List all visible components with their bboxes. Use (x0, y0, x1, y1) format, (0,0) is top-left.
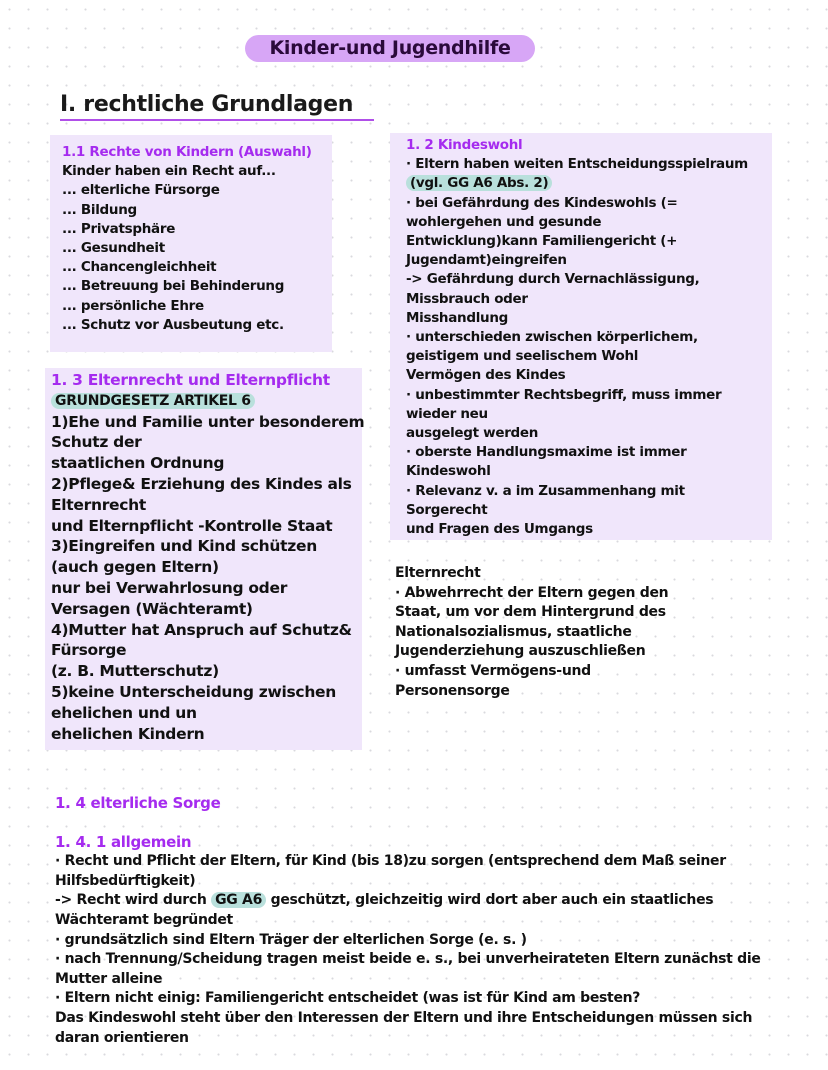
elternrecht-title: 1. 3 Elternrecht und Elternpflicht (51, 371, 330, 389)
text-line: ehelichen Kindern (51, 724, 205, 743)
text-line: Jugendamt)eingreifen (406, 252, 567, 269)
text-line: 1)Ehe und Familie unter besonderem (51, 412, 365, 431)
kindeswohl-box (390, 133, 772, 540)
text-line: Kinder haben ein Recht auf... (62, 163, 276, 180)
text-line: Staat, um vor dem Hintergrund des (395, 604, 666, 621)
text-line: ... Bildung (62, 201, 137, 218)
text-line: · Eltern haben weiten Entscheidungsspielraum (406, 156, 748, 173)
text-line: ... Chancengleichheit (62, 259, 217, 276)
text-line: (auch gegen Eltern) (51, 558, 219, 577)
sorge-subtitle: 1. 4. 1 allgemein (55, 832, 192, 851)
text-line: Schutz der (51, 433, 142, 452)
text-line: nur bei Verwahrlosung oder (51, 578, 288, 597)
elternrecht-notes (395, 564, 668, 701)
page-title: Kinder-und Jugendhilfe (245, 35, 535, 62)
text-line: (z. B. Mutterschutz) (51, 662, 219, 681)
text-segment: -> Recht wird durch (55, 892, 212, 909)
text-line: Nationalsozialismus, staatliche (395, 623, 632, 640)
rights-box (50, 135, 332, 352)
text-line: · bei Gefährdung des Kindeswohls (= (406, 194, 678, 211)
text-line: wieder neu (406, 405, 488, 422)
text-line: ... persönliche Ehre (62, 297, 204, 314)
text-line: Personensorge (395, 682, 510, 699)
text-line: Fürsorge (51, 641, 127, 660)
section-heading: I. rechtliche Grundlagen (60, 92, 374, 121)
sorge-section (55, 794, 761, 1048)
highlight-gg-a6: GG A6 (211, 892, 266, 908)
text-line: geistigem und seelischem Wohl (406, 348, 639, 365)
sorge-title: 1. 4 elterliche Sorge (55, 794, 221, 812)
text-line: staatlichen Ordnung (51, 454, 225, 473)
highlight-reference: (vgl. GG A6 Abs. 2) (406, 175, 552, 191)
text-line: Mutter alleine (55, 970, 163, 987)
elternrecht-box (45, 368, 365, 750)
text-line: · unterschieden zwischen körperlichem, (406, 329, 698, 346)
text-line: · unbestimmter Rechtsbegriff, muss immer (406, 386, 722, 403)
text-line: · oberste Handlungsmaxime ist immer (406, 444, 687, 461)
text-line: ... Schutz vor Ausbeutung etc. (62, 316, 284, 333)
text-line: · Recht und Pflicht der Eltern, für Kind (bis 18)zu sorgen (entsprechend dem Maß seiner (55, 853, 726, 870)
text-line: daran orientieren (55, 1029, 189, 1046)
text-line: ... Gesundheit (62, 240, 165, 257)
text-line: Das Kindeswohl steht über den Interessen der Eltern und ihre Entscheidungen müssen sich (55, 1009, 753, 1026)
text-line: -> Gefährdung durch Vernachlässigung, (406, 271, 700, 288)
text-line: ausgelegt werden (406, 425, 539, 442)
text-line: ... Privatsphäre (62, 220, 176, 237)
text-line: · grundsätzlich sind Eltern Träger der elterlichen Sorge (e. s. ) (55, 931, 527, 948)
text-line: Kindeswohl (406, 463, 491, 480)
sorge-list (55, 911, 761, 1048)
highlight-grundgesetz: GRUNDGESETZ ARTIKEL 6 (51, 393, 255, 409)
text-segment: geschützt, gleichzeitig wird dort aber auch ein staatliches (266, 892, 714, 909)
text-line: Misshandlung (406, 309, 509, 326)
text-line: Versagen (Wächteramt) (51, 599, 253, 618)
text-line: Wächteramt begründet (55, 911, 233, 928)
rights-title: 1.1 Rechte von Kindern (Auswahl) (62, 144, 312, 160)
text-line: und Fragen des Umgangs (406, 521, 593, 538)
text-line: Sorgerecht (406, 501, 488, 518)
kindeswohl-list (406, 194, 772, 540)
text-line: · Eltern nicht einig: Familiengericht entscheidet (was ist für Kind am besten? (55, 990, 641, 1007)
text-line: Jugenderziehung auszuschließen (395, 643, 646, 660)
text-line: ... Betreuung bei Behinderung (62, 278, 285, 295)
grundgesetz-list (51, 412, 365, 745)
kindeswohl-title: 1. 2 Kindeswohl (406, 137, 523, 153)
rights-list (62, 162, 332, 335)
text-line: Hilfsbedürftigkeit) (55, 872, 196, 889)
text-line: ehelichen und un (51, 703, 197, 722)
text-line: 5)keine Unterscheidung zwischen (51, 682, 336, 701)
text-line: wohlergehen und gesunde (406, 213, 602, 230)
text-line: 4)Mutter hat Anspruch auf Schutz& (51, 620, 352, 639)
text-line: · Abwehrrecht der Eltern gegen den (395, 584, 669, 601)
text-line: Vermögen des Kindes (406, 367, 566, 384)
text-line: · Relevanz v. a im Zusammenhang mit (406, 482, 685, 499)
text-line: · umfasst Vermögens-und (395, 662, 591, 679)
text-line: und Elternpflicht -Kontrolle Staat (51, 516, 333, 535)
text-line: Elternrecht (395, 565, 481, 581)
text-line: · nach Trennung/Scheidung tragen meist beide e. s., bei unverheirateten Eltern zunächst die (55, 951, 761, 968)
text-line: Missbrauch oder (406, 290, 528, 307)
text-line: 3)Eingreifen und Kind schützen (51, 537, 317, 556)
text-line: 2)Pflege& Erziehung des Kindes als (51, 474, 352, 493)
text-line: Elternrecht (51, 495, 146, 514)
text-line: Entwicklung)kann Familiengericht (+ (406, 233, 678, 250)
text-line: ... elterliche Fürsorge (62, 182, 220, 199)
